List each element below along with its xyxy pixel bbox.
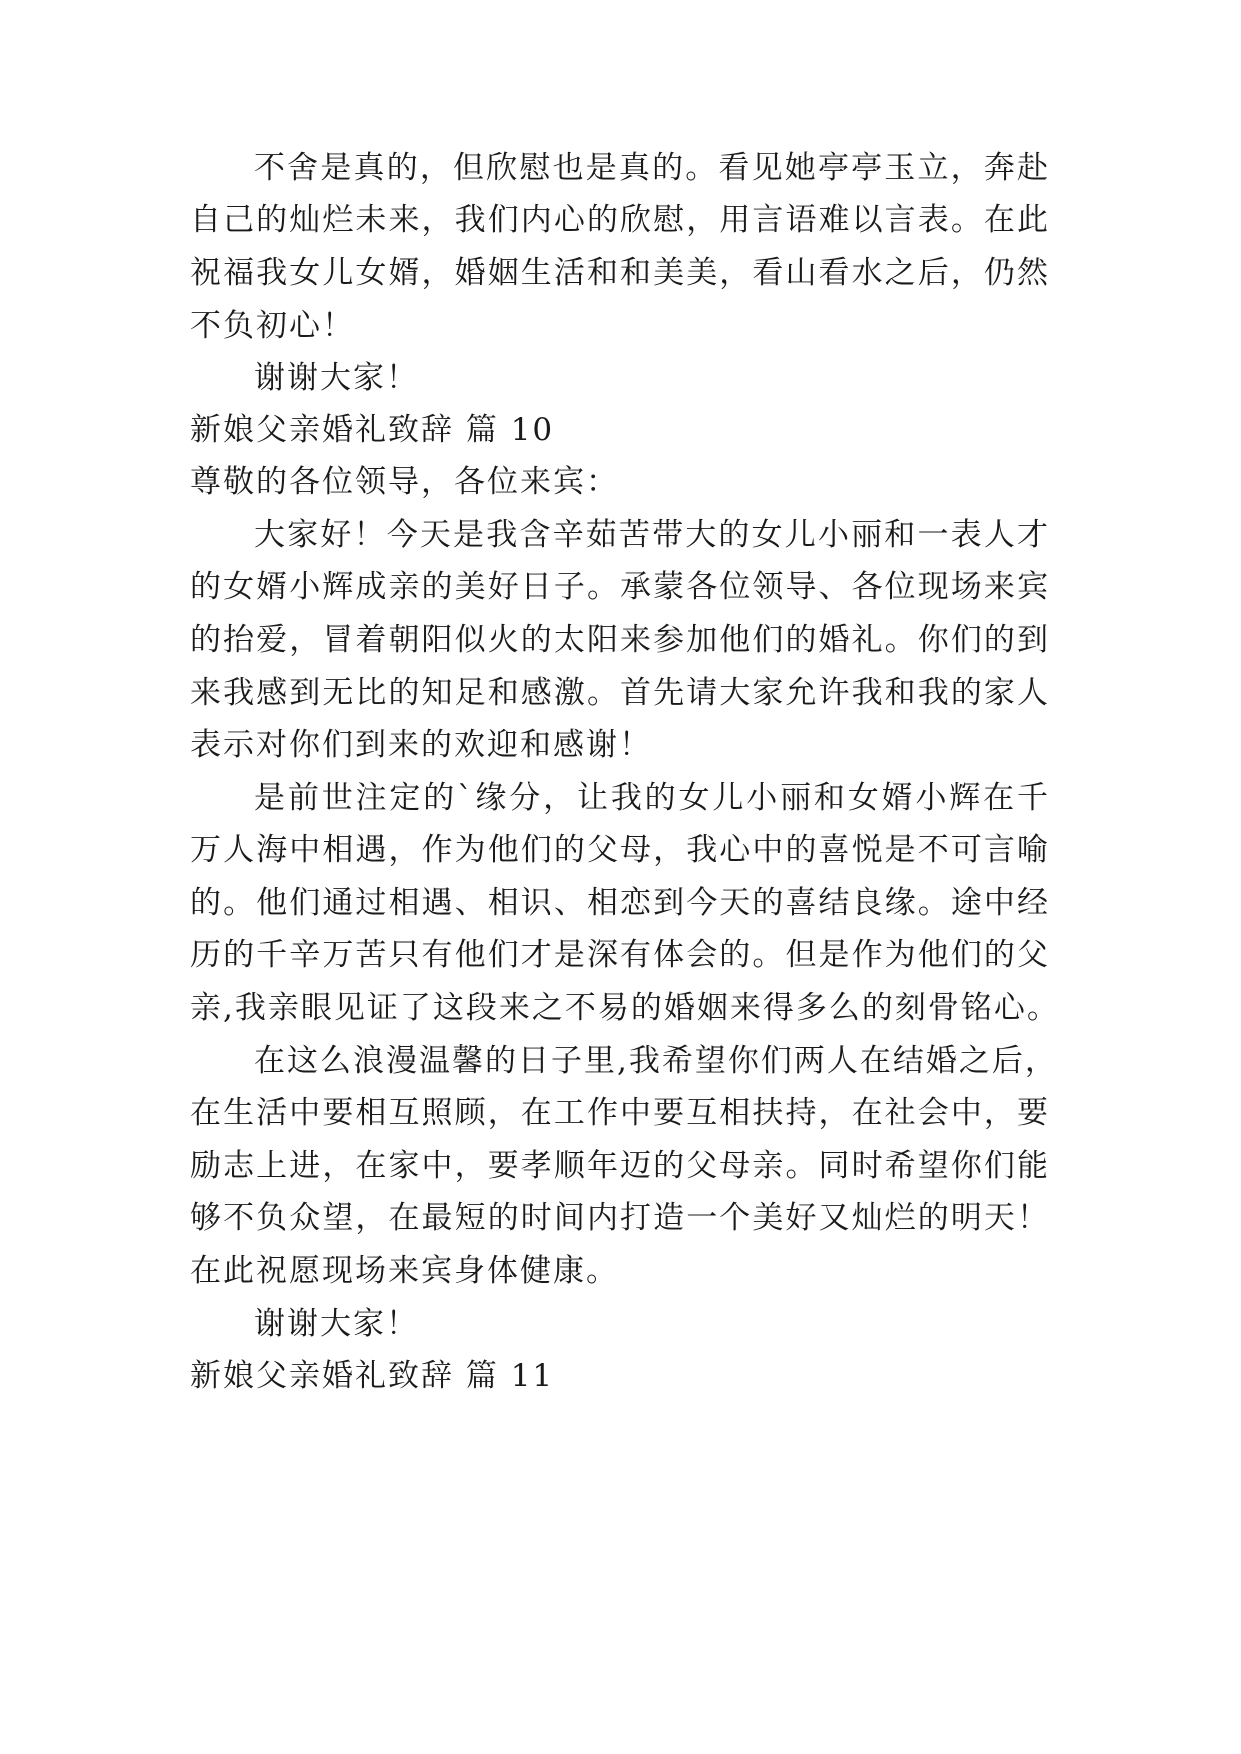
paragraph-line: 祝福我女儿女婿，婚姻生活和和美美，看山看水之后，仍然 bbox=[190, 255, 1050, 291]
closing-thanks: 谢谢大家！ bbox=[254, 360, 419, 396]
paragraph-line: 够不负众望，在最短的时间内打造一个美好又灿烂的明天！ bbox=[190, 1200, 1050, 1236]
paragraph-line: 在生活中要相互照顾，在工作中要互相扶持，在社会中，要 bbox=[190, 1095, 1050, 1131]
paragraph-line: 自己的灿烂未来，我们内心的欣慰，用言语难以言表。在此 bbox=[190, 202, 1050, 238]
paragraph-line: 励志上进，在家中，要孝顺年迈的父母亲。同时希望你们能 bbox=[190, 1148, 1050, 1184]
paragraph-line: 的抬爱，冒着朝阳似火的太阳来参加他们的婚礼。你们的到 bbox=[190, 622, 1050, 658]
paragraph-line: 表示对你们到来的欢迎和感谢！ bbox=[190, 727, 652, 763]
paragraph-line: 历的千辛万苦只有他们才是深有体会的。但是作为他们的父 bbox=[190, 937, 1050, 973]
paragraph-line: 不舍是真的，但欣慰也是真的。看见她亭亭玉立，奔赴 bbox=[254, 150, 1050, 186]
paragraph-line: 亲,我亲眼见证了这段来之不易的婚姻来得多么的刻骨铭心。 bbox=[190, 990, 1060, 1026]
salutation: 尊敬的各位领导，各位来宾： bbox=[190, 464, 619, 500]
paragraph-line: 来我感到无比的知足和感激。首先请大家允许我和我的家人 bbox=[190, 675, 1050, 711]
paragraph-line: 的女婿小辉成亲的美好日子。承蒙各位领导、各位现场来宾 bbox=[190, 569, 1050, 605]
paragraph-line: 大家好！今天是我含辛茹苦带大的女儿小丽和一表人才 bbox=[254, 517, 1050, 553]
paragraph-line: 的。他们通过相遇、相识、相恋到今天的喜结良缘。途中经 bbox=[190, 885, 1050, 921]
section-heading: 新娘父亲婚礼致辞 篇 10 bbox=[190, 412, 555, 448]
paragraph-line: 不负初心！ bbox=[190, 308, 355, 344]
paragraph-line: 在这么浪漫温馨的日子里,我希望你们两人在结婚之后， bbox=[254, 1043, 1058, 1079]
paragraph-line: 在此祝愿现场来宾身体健康。 bbox=[190, 1253, 619, 1289]
section-heading: 新娘父亲婚礼致辞 篇 11 bbox=[190, 1358, 555, 1394]
closing-thanks: 谢谢大家！ bbox=[254, 1306, 419, 1342]
paragraph-line: 万人海中相遇，作为他们的父母，我心中的喜悦是不可言喻 bbox=[190, 832, 1050, 868]
paragraph-line: 是前世注定的`缘分，让我的女儿小丽和女婿小辉在千 bbox=[254, 780, 1050, 816]
